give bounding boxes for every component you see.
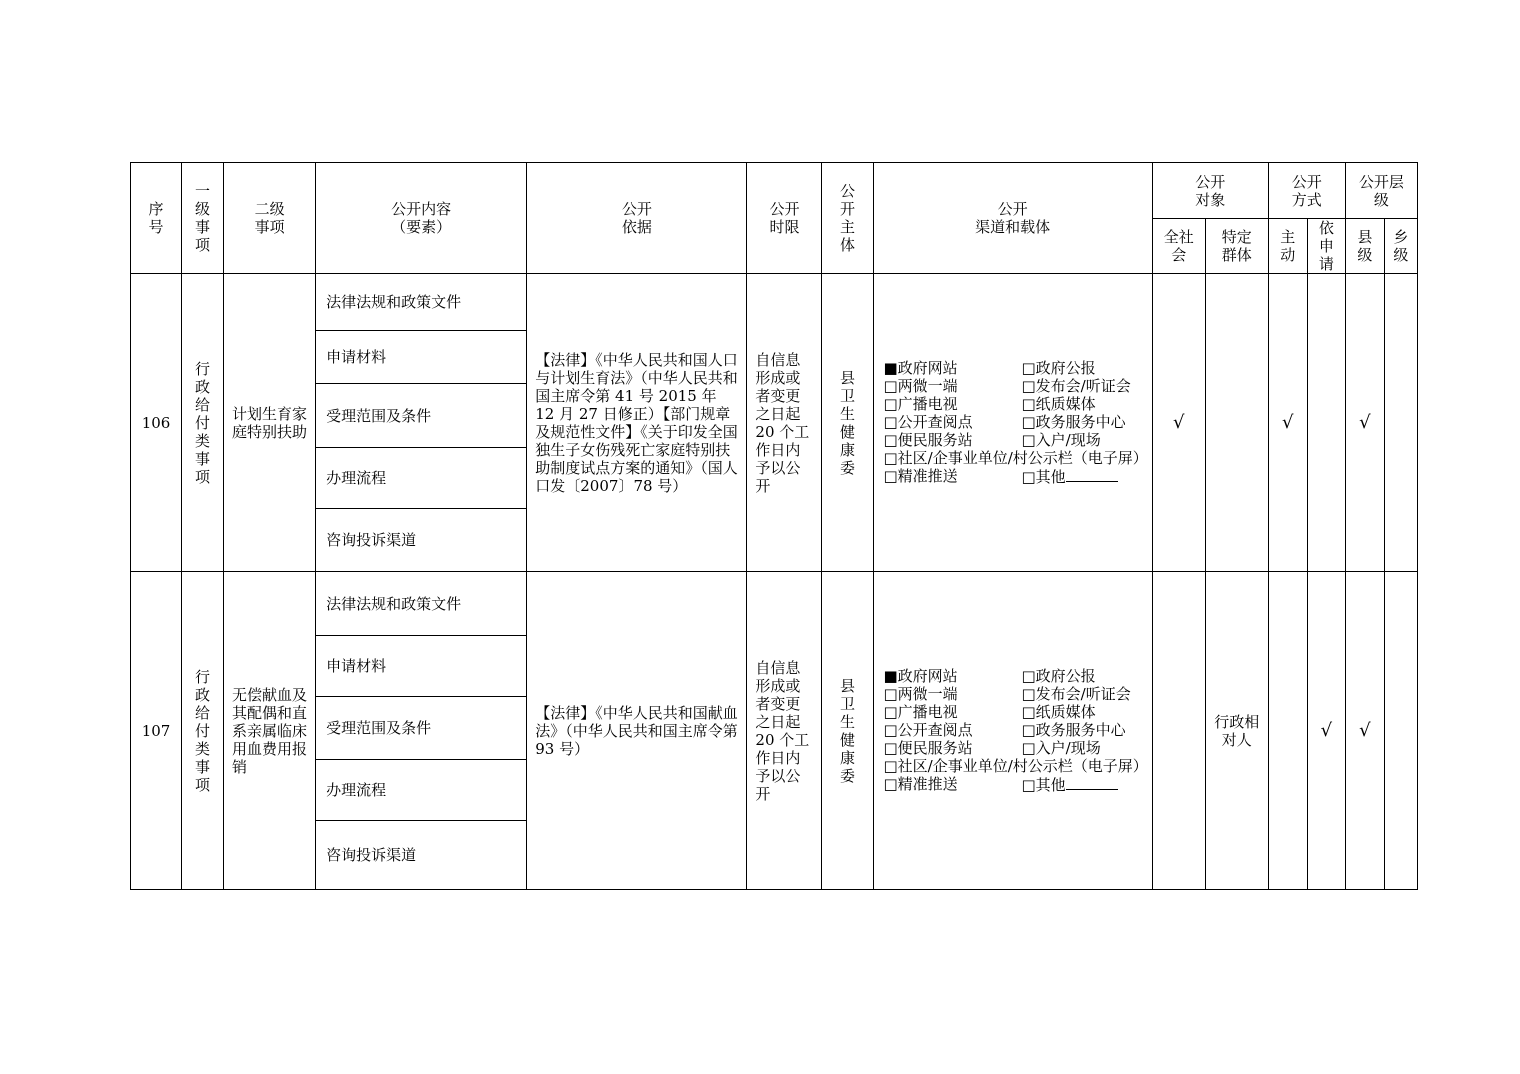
header-index: 序号 — [131, 163, 182, 274]
header-row-1 — [131, 163, 1418, 219]
method-active-mark — [1268, 572, 1307, 890]
object-all-mark — [1152, 572, 1205, 890]
row-channels — [873, 572, 1152, 890]
content-item: 申请材料 — [316, 331, 527, 384]
channel-item: □入户/现场 — [1021, 739, 1101, 757]
channel-item: □公开查阅点 — [883, 721, 973, 739]
row-level1: 行政给付类事项 — [182, 274, 224, 572]
row-channels — [873, 274, 1152, 572]
level-town-mark — [1384, 572, 1417, 890]
level-county-mark: √ — [1345, 572, 1384, 890]
channel-item: □公开查阅点 — [883, 413, 973, 431]
content-item: 受理范围及条件 — [316, 384, 527, 448]
channel-item: □社区/企事业单位/村公示栏（电子屏） — [883, 757, 1148, 775]
object-specific-mark: 行政相对人 — [1205, 572, 1268, 890]
channel-item: ■政府网站 — [883, 359, 958, 377]
row-level2: 无偿献血及其配偶和直系亲属临床用血费用报销 — [224, 572, 316, 890]
header-object: 公开 对象 — [1152, 163, 1268, 219]
channel-item: □纸质媒体 — [1021, 395, 1096, 413]
channel-item: □政府公报 — [1021, 359, 1096, 377]
row-index: 106 — [131, 274, 182, 572]
header-content: 公开内容 （要素） — [316, 163, 527, 274]
header-channel: 公开 渠道和载体 — [873, 163, 1152, 274]
channel-item: □广播电视 — [883, 395, 958, 413]
content-item: 法律法规和政策文件 — [316, 274, 527, 331]
content-item: 办理流程 — [316, 760, 527, 821]
row-time-limit: 自信息形成或者变更之日起 20 个工作日内予以公开 — [747, 572, 822, 890]
row-level1: 行政给付类事项 — [182, 572, 224, 890]
row-index: 107 — [131, 572, 182, 890]
channel-item: □发布会/听证会 — [1021, 685, 1131, 703]
content-item: 申请材料 — [316, 636, 527, 697]
channel-item: □政府公报 — [1021, 667, 1096, 685]
row-basis: 【法律】《中华人民共和国献血法》（中华人民共和国主席令第 93 号） — [527, 572, 747, 890]
content-item: 法律法规和政策文件 — [316, 572, 527, 636]
header-method-active: 主动 — [1268, 219, 1307, 274]
row-level2: 计划生育家庭特别扶助 — [224, 274, 316, 572]
channel-item: □纸质媒体 — [1021, 703, 1096, 721]
channel-item: □政务服务中心 — [1021, 721, 1126, 739]
channel-item: □两微一端 — [883, 685, 958, 703]
channel-item: □广播电视 — [883, 703, 958, 721]
channel-item: □其他 — [1021, 776, 1066, 794]
header-method: 公开 方式 — [1268, 163, 1345, 219]
level-town-mark — [1384, 274, 1417, 572]
header-level2: 二级 事项 — [224, 163, 316, 274]
table-row — [131, 274, 1418, 331]
table-row — [131, 572, 1418, 636]
channel-item: □政务服务中心 — [1021, 413, 1126, 431]
header-level: 公开层 级 — [1345, 163, 1417, 219]
disclosure-table — [130, 162, 1418, 890]
channel-item: □精准推送 — [883, 467, 958, 485]
header-subject: 公开主体 — [822, 163, 873, 274]
channel-item: □精准推送 — [883, 775, 958, 793]
level-county-mark: √ — [1345, 274, 1384, 572]
row-subject: 县卫生健康委 — [822, 274, 873, 572]
method-apply-mark: √ — [1307, 572, 1345, 890]
method-apply-mark — [1307, 274, 1345, 572]
method-active-mark: √ — [1268, 274, 1307, 572]
header-level-town: 乡级 — [1384, 219, 1417, 274]
row-time-limit: 自信息形成或者变更之日起 20 个工作日内予以公开 — [747, 274, 822, 572]
channel-item: □发布会/听证会 — [1021, 377, 1131, 395]
header-level1: 一级事项 — [182, 163, 224, 274]
channel-item: □两微一端 — [883, 377, 958, 395]
fill-in-line — [1066, 775, 1118, 790]
object-specific-mark — [1205, 274, 1268, 572]
header-object-all: 全社会 — [1152, 219, 1205, 274]
header-basis: 公开 依据 — [527, 163, 747, 274]
header-level-county: 县级 — [1345, 219, 1384, 274]
content-item: 咨询投诉渠道 — [316, 509, 527, 572]
channel-item: □社区/企事业单位/村公示栏（电子屏） — [883, 449, 1148, 467]
channel-item: □便民服务站 — [883, 739, 973, 757]
content-item: 受理范围及条件 — [316, 697, 527, 760]
row-basis: 【法律】《中华人民共和国人口与计划生育法》（中华人民共和国主席令第 41 号 2015 年 12 月 27 日修正）【部门规章及规范性文件】《关于印发全国独生子女伤残死亡家庭特别扶助制度试点方案的通知》（国人口发〔2007〕78 号） — [527, 274, 747, 572]
header-object-specific: 特定 群体 — [1205, 219, 1268, 274]
channel-item: □便民服务站 — [883, 431, 973, 449]
object-all-mark: √ — [1152, 274, 1205, 572]
channel-item: □入户/现场 — [1021, 431, 1101, 449]
channel-item: ■政府网站 — [883, 667, 958, 685]
channel-item: □其他 — [1021, 468, 1066, 486]
content-item: 办理流程 — [316, 448, 527, 509]
fill-in-line — [1066, 467, 1118, 482]
content-item: 咨询投诉渠道 — [316, 821, 527, 890]
header-time: 公开 时限 — [747, 163, 822, 274]
header-method-apply: 依申请 — [1307, 219, 1345, 274]
row-subject: 县卫生健康委 — [822, 572, 873, 890]
